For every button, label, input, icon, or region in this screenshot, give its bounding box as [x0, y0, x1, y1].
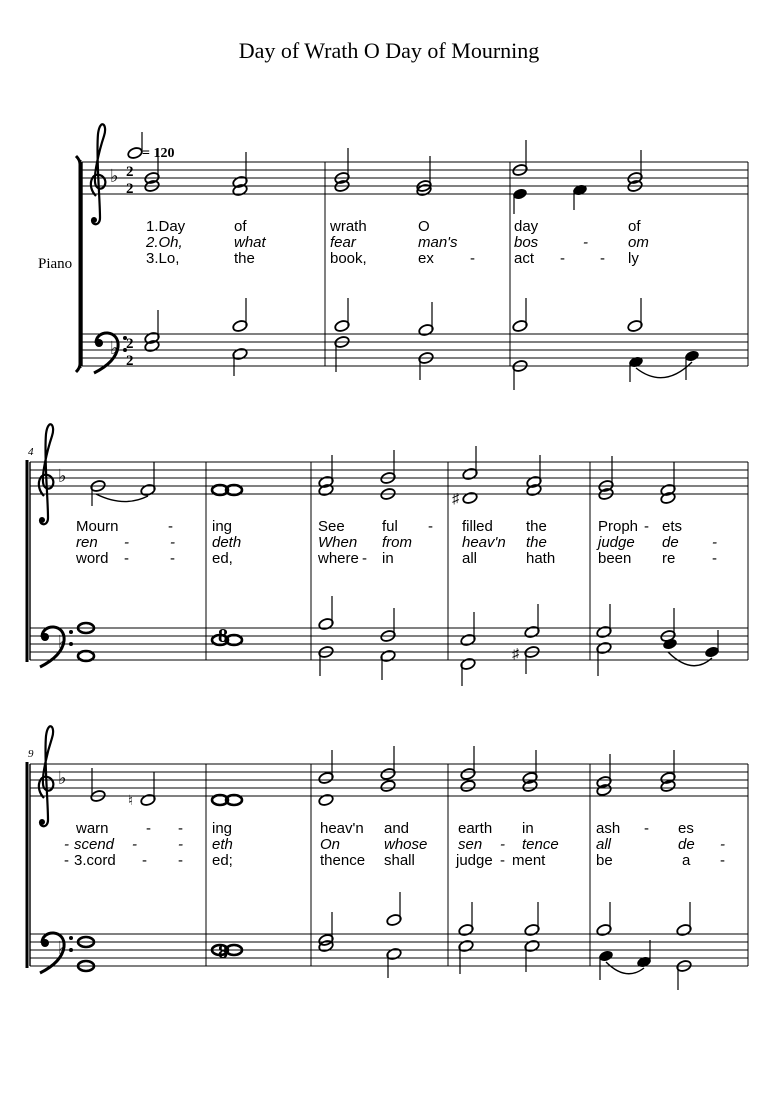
lyrics-system-1	[145, 218, 649, 267]
treble-clef-icon	[39, 726, 54, 826]
system-3	[27, 726, 748, 990]
svg-text:hath: hath	[526, 550, 556, 567]
svg-text:-: -	[170, 550, 175, 567]
svg-text:-: -	[168, 518, 173, 535]
svg-text:of: of	[234, 218, 247, 235]
key-flat-icon: ♭	[58, 632, 67, 652]
svg-text:eth: eth	[212, 836, 233, 853]
svg-text:Proph: Proph	[598, 518, 639, 535]
svg-text:3.cord: 3.cord	[74, 852, 116, 869]
svg-text:heav'n: heav'n	[462, 534, 506, 551]
bass-staff-2	[30, 628, 748, 660]
svg-text:♯: ♯	[452, 492, 459, 507]
svg-text:-: -	[178, 836, 183, 853]
treble-notes-3	[90, 746, 676, 809]
svg-text:-: -	[132, 836, 137, 853]
bass-clef-icon	[40, 627, 73, 667]
svg-text:-: -	[428, 518, 433, 535]
svg-text:word: word	[76, 550, 109, 567]
svg-text:om: om	[628, 234, 649, 251]
svg-text:tence: tence	[522, 836, 559, 853]
bass-notes-2	[78, 596, 720, 686]
measure-number: 9	[28, 748, 34, 760]
svg-text:the: the	[234, 250, 255, 267]
svg-text:all: all	[596, 836, 612, 853]
svg-text:from: from	[382, 534, 412, 551]
svg-text:-: -	[720, 852, 725, 869]
svg-text:ren: ren	[76, 534, 98, 551]
svg-text:= 120: = 120	[142, 146, 175, 161]
svg-text:-: -	[64, 852, 69, 869]
svg-text:ly: ly	[628, 250, 639, 267]
svg-text:wrath: wrath	[330, 218, 367, 235]
svg-text:ing: ing	[212, 518, 233, 535]
svg-text:8: 8	[218, 625, 228, 647]
svg-text:act: act	[514, 250, 535, 267]
key-flat-icon: ♭	[110, 338, 119, 358]
svg-text:-: -	[500, 852, 505, 869]
svg-text:warn: warn	[76, 820, 109, 837]
svg-text:ex: ex	[418, 250, 434, 267]
bass-notes-3	[78, 892, 692, 990]
svg-text:thence: thence	[320, 852, 366, 869]
bass-clef-icon	[40, 933, 73, 973]
svg-text:3.Lo,: 3.Lo,	[146, 250, 180, 267]
svg-text:filled: filled	[462, 518, 493, 535]
svg-text:sen: sen	[458, 836, 483, 853]
key-flat-icon: ♭	[58, 768, 67, 788]
svg-text:been: been	[598, 550, 632, 567]
svg-text:1.Day: 1.Day	[146, 218, 186, 235]
svg-text:all: all	[462, 550, 478, 567]
svg-text:ash: ash	[596, 820, 621, 837]
svg-text:-: -	[712, 534, 717, 551]
measure-number: 4	[28, 446, 34, 458]
svg-text:8: 8	[218, 941, 228, 963]
treble-clef-icon	[91, 124, 106, 224]
svg-text:2.Oh,: 2.Oh,	[146, 234, 183, 251]
svg-text:day: day	[514, 218, 539, 235]
svg-text:Mourn: Mourn	[76, 518, 119, 535]
svg-text:-: -	[600, 250, 605, 267]
key-flat-icon: ♭	[110, 166, 119, 186]
svg-text:scend: scend	[74, 836, 115, 853]
time-sig-den: 2	[126, 353, 134, 369]
treble-notes-2	[90, 446, 676, 507]
svg-text:fear: fear	[330, 234, 356, 251]
key-flat-icon: ♭	[58, 466, 67, 486]
svg-text:de: de	[662, 534, 679, 551]
treble-notes-1	[144, 140, 643, 214]
svg-text:-: -	[124, 550, 129, 567]
svg-text:man's: man's	[418, 234, 458, 251]
svg-text:book,: book,	[330, 250, 367, 267]
svg-text:in: in	[382, 550, 394, 567]
svg-text:-: -	[124, 534, 129, 551]
time-sig-num: 2	[126, 336, 134, 352]
svg-text:re: re	[662, 550, 676, 567]
svg-text:-: -	[142, 852, 147, 869]
svg-text:shall: shall	[384, 852, 415, 869]
svg-text:a: a	[682, 852, 691, 869]
svg-text:the: the	[526, 534, 547, 551]
svg-text:judge: judge	[598, 534, 635, 551]
svg-text:-: -	[146, 820, 151, 837]
svg-text:When: When	[318, 534, 358, 551]
svg-text:de: de	[678, 836, 695, 853]
svg-text:ing: ing	[212, 820, 233, 837]
svg-text:bos: bos	[514, 234, 539, 251]
svg-text:O: O	[418, 218, 430, 235]
svg-text:-: -	[362, 550, 367, 567]
svg-text:-: -	[64, 836, 69, 853]
lyrics-system-2	[75, 518, 717, 567]
svg-text:heav'n: heav'n	[320, 820, 364, 837]
svg-text:what: what	[234, 234, 266, 251]
time-sig-num: 2	[126, 164, 134, 180]
treble-clef-icon	[39, 424, 54, 524]
svg-text:whose: whose	[384, 836, 428, 853]
svg-text:-: -	[500, 836, 505, 853]
tempo-mark	[127, 132, 175, 161]
svg-text:earth: earth	[458, 820, 493, 837]
svg-text:♮: ♮	[128, 794, 134, 809]
svg-text:ets: ets	[662, 518, 683, 535]
svg-text:the: the	[526, 518, 547, 535]
svg-text:-: -	[470, 250, 475, 267]
svg-text:-: -	[583, 234, 588, 251]
system-1	[76, 124, 748, 390]
time-sig-den: 2	[126, 181, 134, 197]
svg-text:ed;: ed;	[212, 852, 233, 869]
bass-staff-1	[82, 334, 748, 366]
system-2	[27, 424, 748, 686]
svg-text:be: be	[596, 852, 613, 869]
svg-text:See: See	[318, 518, 345, 535]
svg-text:-: -	[644, 820, 649, 837]
svg-text:-: -	[178, 820, 183, 837]
svg-text:-: -	[720, 836, 725, 853]
svg-text:and: and	[384, 820, 410, 837]
svg-text:in: in	[522, 820, 534, 837]
treble-staff-1	[82, 162, 748, 194]
svg-text:-: -	[644, 518, 649, 535]
svg-text:-: -	[712, 550, 717, 567]
svg-text:deth: deth	[212, 534, 242, 551]
lyrics-system-3	[64, 820, 725, 869]
svg-text:-: -	[560, 250, 565, 267]
svg-text:♯: ♯	[512, 647, 519, 662]
svg-text:On: On	[320, 836, 341, 853]
svg-text:ed,: ed,	[212, 550, 233, 567]
svg-text:of: of	[628, 218, 641, 235]
bass-notes-1	[144, 298, 700, 390]
score-title: Day of Wrath O Day of Mourning	[238, 38, 540, 63]
svg-text:ment: ment	[512, 852, 546, 869]
svg-text:judge: judge	[456, 852, 493, 869]
svg-text:es: es	[678, 820, 694, 837]
key-flat-icon: ♭	[58, 938, 67, 958]
svg-text:-: -	[178, 852, 183, 869]
svg-text:where: where	[318, 550, 359, 567]
svg-text:-: -	[170, 534, 175, 551]
svg-text:ful: ful	[382, 518, 398, 535]
instrument-label: Piano	[38, 256, 73, 272]
